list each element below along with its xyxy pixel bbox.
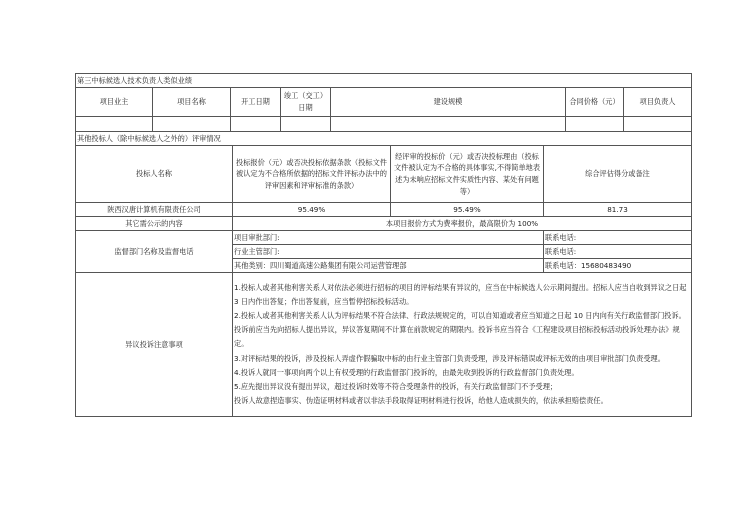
supervision-phone: 联系电话: xyxy=(544,231,692,245)
supervision-dept: 其他类别：四川蜀道高速公路集团有限公司运营管理部 xyxy=(233,259,544,273)
supervision-dept: 项目审批部门: xyxy=(233,231,544,245)
cell xyxy=(331,117,566,132)
complaints-notes xyxy=(233,273,692,417)
header-completion-date: 竣工（交工）日期 xyxy=(281,88,331,117)
complaint-note: 1.投标人或者其他利害关系人对依法必须进行招标的项目的评标结果有异议的，应当在中标候选人公示期间提出。招标人应当自收到异议之日起 3 日内作出答复；作出答复前，应当暂停招标投标活动。 xyxy=(234,283,687,307)
complaint-note: 2.投标人或者其他利害关系人认为评标结果不符合法律、行政法规规定的，可以自知道或者应当知道之日起 10 日内向有关行政监督部门投诉。投诉前应当先向招标人提出异议，异议答复期间不计算在前款规定的期限内。投诉书应当符合《工程建设项目招标投标活动投诉处理办法》规定。 xyxy=(234,311,686,349)
complaint-note: 3.对评标结果的投诉，涉及投标人弄虚作假骗取中标的由行业主管部门负责受理，涉及评标错误或评标无效的由项目审批部门负责受理。 xyxy=(234,353,665,363)
cell xyxy=(231,117,281,132)
header-contract-price: 合同价格（元） xyxy=(566,88,624,117)
score: 81.73 xyxy=(544,203,692,217)
complaint-note: 投诉人故意捏造事实、伪造证明材料或者以非法手段取得证明材料进行投诉，给他人造成损失的，依法承担赔偿责任。 xyxy=(234,395,608,405)
supervision-phone: 联系电话：15680483490 xyxy=(544,259,692,273)
supervision-label: 监督部门名称及监督电话 xyxy=(76,231,233,273)
evaluated-price: 95.49% xyxy=(391,203,544,217)
header-bid-price: 投标报价（元）或否决投标依据条款（投标文件被认定为不合格所依据的招标文件评标办法中的评审因素和评审标准的条款） xyxy=(233,146,391,203)
other-content-label: 其它需公示的内容 xyxy=(76,217,233,231)
cell xyxy=(566,117,624,132)
section3-title: 第三中标候选人技术负责人类似业绩 xyxy=(76,74,692,88)
other-content-value: 本项目报价方式为费率报价，最高限价为 100% xyxy=(233,217,692,231)
cell xyxy=(153,117,231,132)
complaint-note: 4.投诉人就同一事项向两个以上有权受理的行政监督部门投诉的，由最先收到投诉的行政监督部门负责处理。 xyxy=(234,367,579,377)
header-scale: 建设规模 xyxy=(331,88,566,117)
bidder-name: 陕西汉唐计算机有限责任公司 xyxy=(76,203,233,217)
cell xyxy=(76,117,153,132)
complaints-label: 异议投诉注意事项 xyxy=(76,273,233,417)
header-score: 综合评估得分或备注 xyxy=(544,146,692,203)
supervision-dept: 行业主管部门: xyxy=(233,245,544,259)
table-row xyxy=(76,203,692,217)
header-bidder-name: 投标人名称 xyxy=(76,146,233,203)
complaint-note: 5.应先提出异议没有提出异议，超过投诉时效等不符合受理条件的投诉，有关行政监督部门不予受理； xyxy=(234,381,558,391)
header-project-name: 项目名称 xyxy=(153,88,231,117)
cell xyxy=(281,117,331,132)
table-row xyxy=(76,117,692,132)
evaluation-document xyxy=(75,73,691,417)
header-owner: 项目业主 xyxy=(76,88,153,117)
supervision-phone: 联系电话: xyxy=(544,245,692,259)
header-project-lead: 项目负责人 xyxy=(624,88,692,117)
others-table xyxy=(75,131,692,417)
bid-price: 95.49% xyxy=(233,203,391,217)
cell xyxy=(624,117,692,132)
header-start-date: 开工日期 xyxy=(231,88,281,117)
others-title: 其他投标人（除中标候选人之外的）评审情况 xyxy=(76,132,692,146)
section3-table xyxy=(75,73,692,132)
header-evaluated-price: 经评审的投标价（元）或否决投标理由（投标文件被认定为不合格的具体事实,不得简单地表述为未响应招标文件实质性内容、某处有问题等） xyxy=(391,146,544,203)
